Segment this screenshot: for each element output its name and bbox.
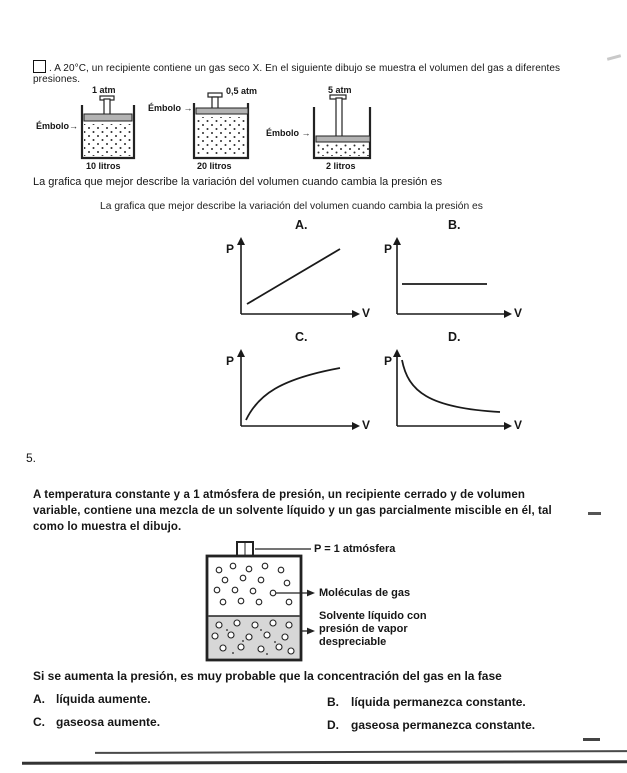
piston2-embolo-label (148, 103, 193, 113)
graph-c-v-label: V (362, 418, 371, 432)
graph-c (225, 348, 375, 433)
piston-plate (84, 114, 132, 121)
pointed-gas-molecule (270, 590, 276, 596)
q5-container-diagram (203, 538, 325, 666)
curve-linear (247, 249, 340, 304)
q5-solvent-label (319, 610, 427, 649)
embolo-text: Émbolo (266, 128, 299, 138)
q5-pressure-label: P = 1 atmósfera (314, 543, 396, 555)
embolo-text: Émbolo (36, 121, 69, 131)
q5-body-line3: como lo muestra el dibujo. (33, 521, 182, 533)
piston-diagram-2 (192, 91, 252, 160)
gas-stipple (196, 117, 248, 155)
piston1-pressure-label: 1 atm (92, 85, 116, 95)
piston-plate (196, 108, 248, 114)
graph-d-letter: D. (448, 330, 461, 344)
piston-rod (336, 98, 342, 138)
q5-solvent-line1: Solvente líquido con (319, 610, 427, 622)
arrow-right-icon: → (69, 121, 78, 131)
piston3-embolo-label (266, 128, 311, 138)
piston2-volume-label: 20 litros (197, 161, 232, 171)
q5-option-c-letter: C. (33, 715, 45, 729)
q4-intro-row (33, 58, 560, 76)
curve-hyperbolic (402, 360, 500, 412)
graph-c-letter: C. (295, 330, 308, 344)
graph-b-p-label: P (384, 242, 393, 256)
graph-d (383, 348, 528, 433)
piston3-volume-label: 2 litros (326, 161, 356, 171)
q5-option-b-letter: B. (327, 695, 339, 709)
q5-solvent-line2: presión de vapor (319, 623, 408, 635)
graph-c-p-label: P (226, 354, 235, 368)
curve-saturating (246, 368, 340, 420)
graph-b (383, 236, 528, 321)
q5-gas-label: Moléculas de gas (319, 587, 411, 599)
q5-option-a-letter: A. (33, 692, 45, 706)
y-axis-arrow (393, 237, 401, 245)
piston-rod (104, 99, 110, 115)
q5-question: Si se aumenta la presión, es muy probable que la concentración del gas en la fase (33, 669, 502, 683)
piston2-pressure-label: 0,5 atm (226, 86, 258, 96)
gas-pointer-arrow (307, 590, 315, 597)
q4-intro-line1: . A 20°C, un recipiente contiene un gas seco X. En el siguiente dibujo se muestra el volumen del gas a diferentes (49, 63, 561, 74)
piston-rod (212, 97, 218, 109)
arrow-right-icon: → (183, 103, 193, 113)
piston-diagram-3 (312, 91, 372, 160)
graph-b-v-label: V (514, 306, 523, 320)
q4-caption: La grafica que mejor describe la variación del volumen cuando cambia la presión es (33, 176, 443, 188)
q5-number: 5. (26, 451, 37, 465)
piston1-embolo-label (36, 121, 78, 131)
y-axis-arrow (237, 237, 245, 245)
graph-a (225, 236, 375, 321)
q5-solvent-line3: despreciable (319, 636, 387, 648)
q5-option-d-text: gaseosa permanezca constante. (351, 718, 536, 732)
piston1-volume-label: 10 litros (86, 161, 121, 171)
gas-stipple (316, 144, 370, 156)
solvent-pointer-arrow (307, 628, 315, 635)
scan-artifact-line (22, 760, 627, 764)
q5-body-line2: variable, contiene una mezcla de un solvente líquido y un gas parcialmente miscible en él, tal (33, 505, 552, 517)
graph-a-v-label: V (362, 306, 371, 320)
scan-artifact-mark (607, 54, 621, 61)
arrow-right-icon: → (301, 128, 311, 138)
q4-caption-repeat: La grafica que mejor describe la variación del volumen cuando cambia la presión es (100, 201, 483, 212)
q5-body-line1: A temperatura constante y a 1 atmósfera de presión, un recipiente cerrado y de volumen (33, 489, 525, 501)
graph-b-letter: B. (448, 218, 461, 232)
q5-option-a-text: líquida aumente. (56, 692, 151, 706)
question-number-box (33, 60, 46, 73)
gas-molecules (214, 563, 292, 605)
q5-option-d-letter: D. (327, 718, 339, 732)
embolo-text: Émbolo (148, 103, 181, 113)
graph-a-p-label: P (226, 242, 235, 256)
q5-option-b-text: líquida permanezca constante. (351, 695, 526, 709)
graph-d-p-label: P (384, 354, 393, 368)
y-axis-arrow (237, 349, 245, 357)
x-axis-arrow (352, 310, 360, 318)
y-axis-arrow (393, 349, 401, 357)
gas-stipple (84, 124, 132, 156)
piston-diagram-1 (78, 94, 138, 160)
piston3-pressure-label: 5 atm (328, 85, 352, 95)
scan-artifact-dash (588, 512, 601, 515)
scan-artifact-line (95, 750, 627, 754)
graph-d-v-label: V (514, 418, 523, 432)
x-axis-arrow (352, 422, 360, 430)
graph-a-letter: A. (295, 218, 308, 232)
x-axis-arrow (504, 422, 512, 430)
scan-artifact-dash (583, 738, 600, 741)
q4-intro-line2: presiones. (33, 74, 81, 85)
x-axis-arrow (504, 310, 512, 318)
piston-plate (316, 136, 370, 142)
q5-option-c-text: gaseosa aumente. (56, 715, 161, 729)
